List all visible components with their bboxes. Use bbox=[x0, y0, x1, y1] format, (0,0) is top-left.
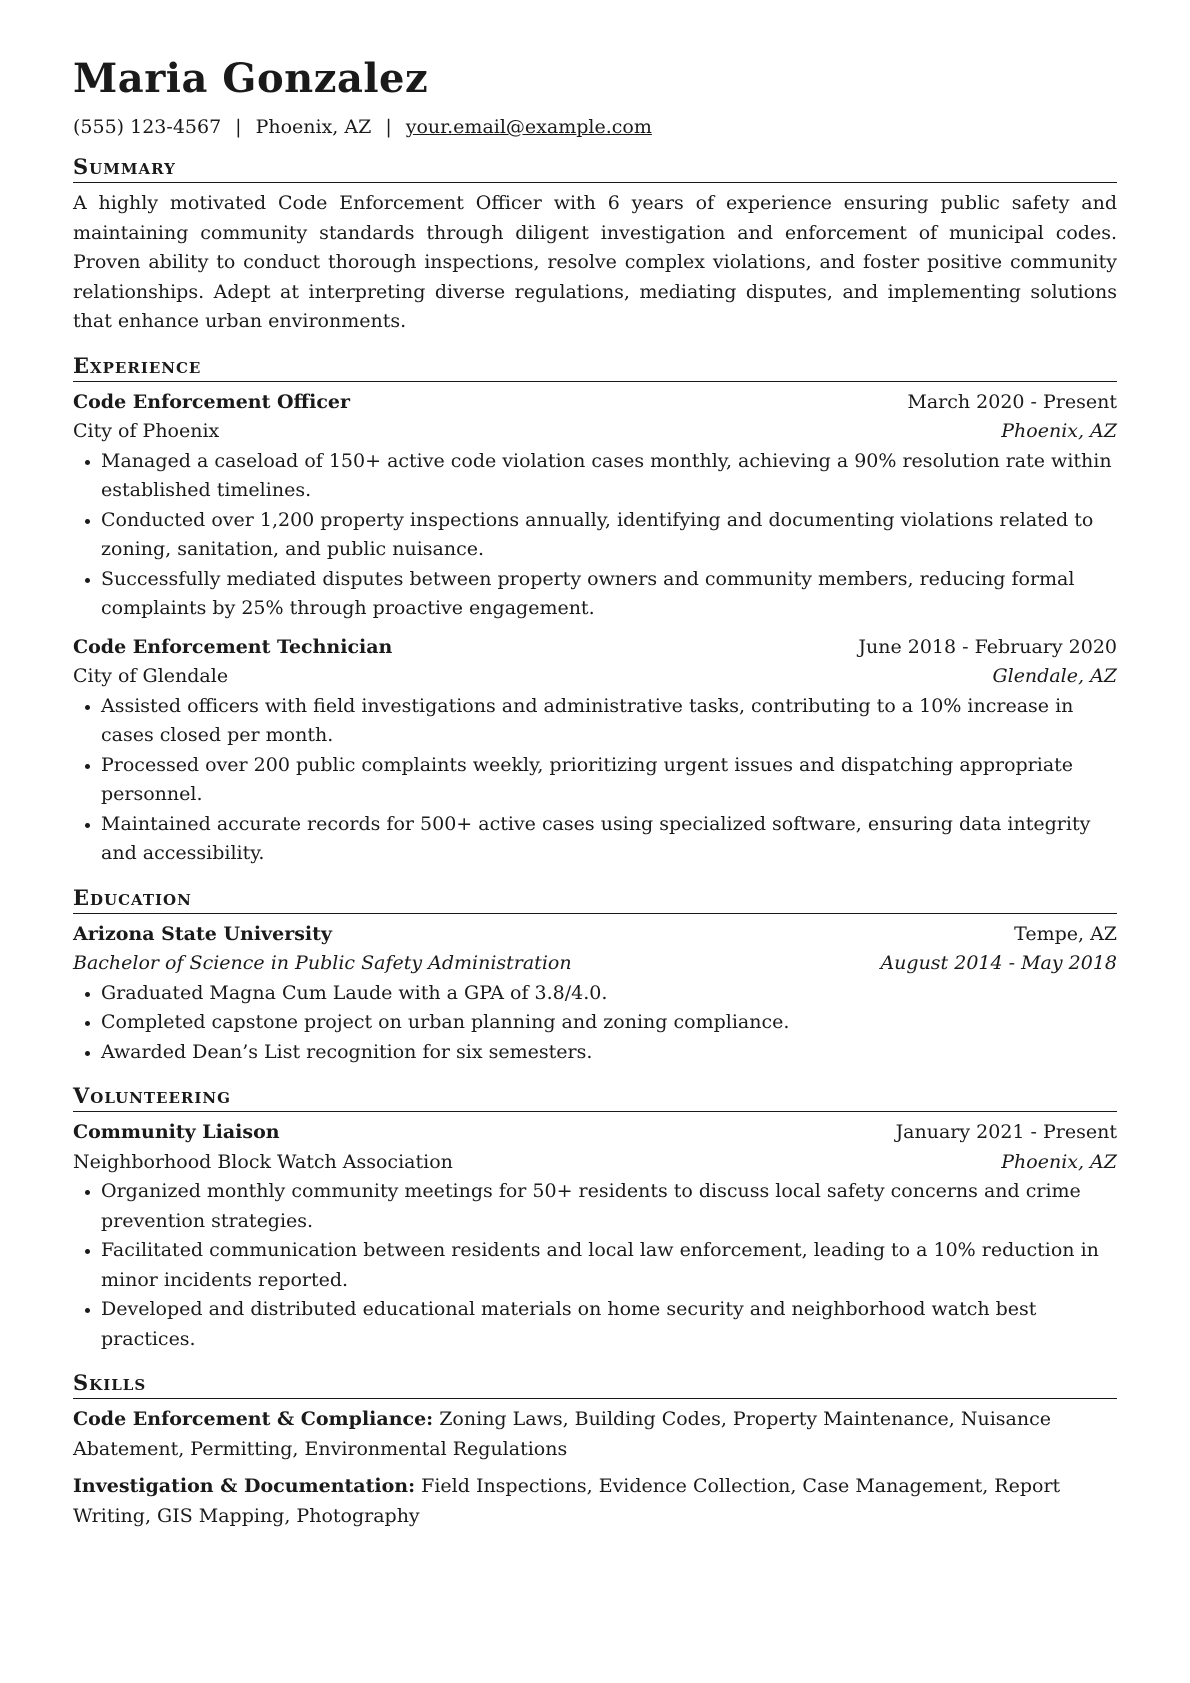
contact-location: Phoenix, AZ bbox=[255, 116, 372, 138]
skill-group-items: Field Inspections, Evidence Collection, Case Management, Report Writing, GIS Mapping, Photography bbox=[73, 1475, 1061, 1527]
contact-separator: | bbox=[235, 116, 242, 138]
skill-group-items: Zoning Laws, Building Codes, Property Maintenance, Nuisance Abatement, Permitting, Environmental Regulations bbox=[73, 1408, 1051, 1460]
list-item: • Processed over 200 public complaints weekly, prioritizing urgent issues and dispatching appropriate personnel. bbox=[101, 751, 1117, 810]
volunteering-section bbox=[73, 1083, 1117, 1354]
school-name: Arizona State University bbox=[73, 922, 332, 945]
list-item: • Conducted over 1,200 property inspections annually, identifying and documenting violations related to zoning, sanitation, and public nuisance. bbox=[101, 506, 1117, 565]
list-item: • Assisted officers with field investigations and administrative tasks, contributing to a 10% increase in cases closed per month. bbox=[101, 692, 1117, 751]
skill-group-label: Investigation & Documentation: bbox=[73, 1475, 416, 1497]
summary-text: A highly motivated Code Enforcement Officer with 6 years of experience ensuring public safety and maintaining community standards through diligent investigation and enforcement of municipal codes. Proven ability to conduct thorough inspections, resolve complex violations, and foster positive community relationships. Adept at interpreting diverse regulations, mediating disputes, and implementing solutions that enhance urban environments. bbox=[73, 192, 1117, 332]
skill-group bbox=[73, 1405, 1117, 1464]
experience-entry bbox=[73, 388, 1117, 624]
entry-header-row bbox=[73, 633, 1117, 663]
education-section bbox=[73, 885, 1117, 1068]
list-item: • Completed capstone project on urban planning and zoning compliance. bbox=[101, 1008, 1117, 1038]
entry-header-row bbox=[73, 388, 1117, 418]
skill-group bbox=[73, 1472, 1117, 1531]
list-item: • Awarded Dean’s List recognition for six semesters. bbox=[101, 1038, 1117, 1068]
volunteer-location: Phoenix, AZ bbox=[1001, 1150, 1117, 1173]
bullet-list bbox=[73, 979, 1117, 1068]
list-item: • Graduated Magna Cum Laude with a GPA of 3.8/4.0. bbox=[101, 979, 1117, 1009]
volunteer-role: Community Liaison bbox=[73, 1121, 280, 1143]
job-location: Phoenix, AZ bbox=[1001, 420, 1117, 442]
section-title-education: Education bbox=[73, 885, 1117, 914]
email-link[interactable]: your.email@example.com bbox=[405, 116, 652, 138]
list-item: • Developed and distributed educational materials on home security and neighborhood watch best practices. bbox=[101, 1295, 1117, 1354]
section-title-volunteering: Volunteering bbox=[73, 1083, 1117, 1112]
list-item: • Facilitated communication between residents and local law enforcement, leading to a 10% reduction in minor incidents reported. bbox=[101, 1236, 1117, 1295]
volunteering-entry bbox=[73, 1118, 1117, 1354]
bullet-list bbox=[73, 447, 1117, 624]
job-title: Code Enforcement Officer bbox=[73, 390, 351, 413]
entry-header-row bbox=[73, 1118, 1117, 1148]
summary-section bbox=[73, 154, 1117, 337]
section-title-skills: Skills bbox=[73, 1370, 1117, 1399]
employer: City of Phoenix bbox=[73, 420, 220, 442]
section-title-experience: Experience bbox=[73, 353, 1117, 382]
list-item: • Organized monthly community meetings for 50+ residents to discuss local safety concerns and crime prevention strategies. bbox=[101, 1177, 1117, 1236]
bullet-list bbox=[73, 1177, 1117, 1354]
candidate-name: Maria Gonzalez bbox=[73, 55, 429, 102]
list-item: • Managed a caseload of 150+ active code violation cases monthly, achieving a 90% resolution rate within established timelines. bbox=[101, 447, 1117, 506]
experience-section bbox=[73, 353, 1117, 869]
job-location: Glendale, AZ bbox=[992, 665, 1117, 687]
education-dates: August 2014 - May 2018 bbox=[880, 952, 1117, 974]
phone-number: (555) 123-4567 bbox=[73, 116, 222, 138]
entry-subheader-row bbox=[73, 662, 1117, 692]
experience-entry bbox=[73, 633, 1117, 869]
job-dates: June 2018 - February 2020 bbox=[858, 635, 1117, 658]
skill-group-label: Code Enforcement & Compliance: bbox=[73, 1408, 434, 1430]
job-dates: March 2020 - Present bbox=[907, 390, 1117, 413]
education-entry bbox=[73, 920, 1117, 1068]
volunteer-org: Neighborhood Block Watch Association bbox=[73, 1150, 453, 1173]
entry-header-row bbox=[73, 920, 1117, 950]
skills-section bbox=[73, 1370, 1117, 1531]
degree: Bachelor of Science in Public Safety Administration bbox=[73, 952, 572, 974]
bullet-list bbox=[73, 692, 1117, 869]
contact-separator: | bbox=[385, 116, 392, 138]
employer: City of Glendale bbox=[73, 665, 229, 687]
job-title: Code Enforcement Technician bbox=[73, 635, 393, 658]
school-location: Tempe, AZ bbox=[1014, 922, 1117, 945]
entry-subheader-row bbox=[73, 1148, 1117, 1178]
section-title-summary: Summary bbox=[73, 154, 1117, 183]
volunteer-dates: January 2021 - Present bbox=[895, 1121, 1117, 1143]
entry-subheader-row bbox=[73, 417, 1117, 447]
entry-subheader-row bbox=[73, 949, 1117, 979]
list-item: • Maintained accurate records for 500+ active cases using specialized software, ensuring data integrity and accessibility. bbox=[101, 810, 1117, 869]
contact-line bbox=[73, 116, 1117, 138]
list-item: • Successfully mediated disputes between property owners and community members, reducing formal complaints by 25% through proactive engagement. bbox=[101, 565, 1117, 624]
